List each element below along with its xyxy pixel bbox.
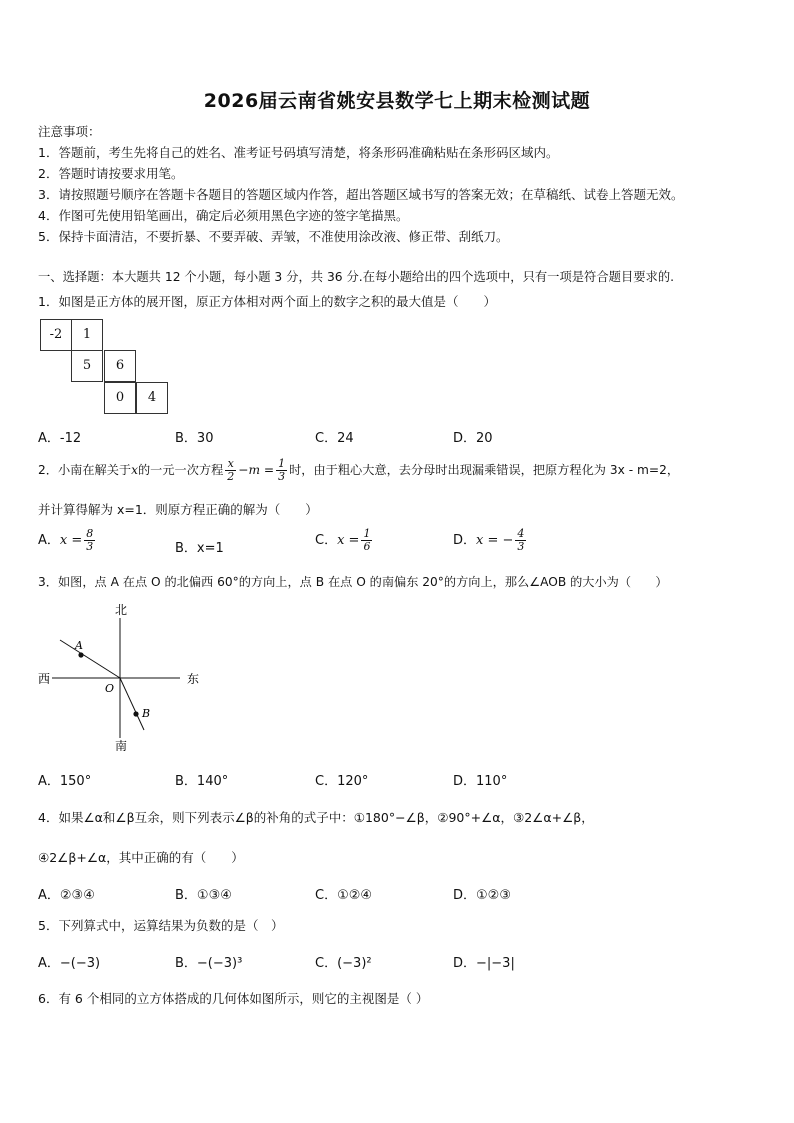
q5-option-c: C．(−3)² <box>315 956 372 971</box>
label-east: 东 <box>187 672 200 686</box>
q2-stem-c: 时，由于粗心大意，去分母时出现漏乘错误，把原方程化为 3x - m=2， <box>289 463 680 477</box>
question-6-stem: 6．有 6 个相同的立方体搭成的几何体如图所示，则它的主视图是（ ） <box>38 991 429 1006</box>
q2-minus-m: −m = <box>238 463 275 477</box>
question-1-stem: 1．如图是正方体的展开图，原正方体相对两个面上的数字之积的最大值是（ ） <box>38 294 496 309</box>
q4-option-a: A．②③④ <box>38 888 95 903</box>
net-cell: 4 <box>136 382 168 414</box>
q2-option-c: C．x = $\frac{1}{6}$ <box>315 527 371 553</box>
point-a <box>78 652 83 657</box>
q1-option-a: A．-12 <box>38 431 82 446</box>
q5-option-d: D．−|−3| <box>453 956 515 971</box>
label-west: 西 <box>38 672 51 686</box>
ray-ob <box>120 678 144 730</box>
q2-fraction: $\frac{1}{3}$ <box>278 457 286 483</box>
q5-option-a: A．−(−3) <box>38 956 101 971</box>
note-item: 2．答题时请按要求用笔。 <box>38 166 184 181</box>
q3-option-d: D．110° <box>453 774 508 789</box>
question-2-stem <box>38 458 679 483</box>
q2-stem-a: 2．小南在解关于 <box>38 463 132 477</box>
label-a: A <box>75 639 83 652</box>
q2-var: x <box>131 463 138 477</box>
label-south: 南 <box>115 739 128 753</box>
q1-option-b: B．30 <box>175 431 214 446</box>
note-item: 3．请按照题号顺序在答题卡各题目的答题区域内作答，超出答题区域书写的答案无效；在草稿纸、试卷上答题无效。 <box>38 187 684 202</box>
q2-fraction: $\frac{x}{2}$ <box>227 457 235 483</box>
question-5-stem: 5．下列算式中，运算结果为负数的是（ ） <box>38 918 284 933</box>
label-north: 北 <box>115 603 128 617</box>
question-2-line2: 并计算得解为 x=1．则原方程正确的解为（ ） <box>38 502 318 517</box>
q4-option-c: C．①②④ <box>315 888 373 903</box>
q1-option-c: C．24 <box>315 431 354 446</box>
note-item: 5．保持卡面清洁，不要折暴、不要弄破、弄皱，不准使用涂改液、修正带、刮纸刀。 <box>38 229 509 244</box>
q2-option-d: D．x = − $\frac{4}{3}$ <box>453 527 525 553</box>
q3-option-b: B．140° <box>175 774 229 789</box>
q5-option-b: B．−(−3)³ <box>175 956 243 971</box>
page-title: 2026届云南省姚安县数学七上期末检测试题 <box>203 90 591 112</box>
question-4-line1: 4．如果∠α和∠β互余，则下列表示∠β的补角的式子中：①180°−∠β，②90°+∠α，③2∠α+∠β， <box>38 810 594 825</box>
label-b: B <box>142 707 151 720</box>
q3-option-a: A．150° <box>38 774 92 789</box>
net-cell: 5 <box>71 350 103 382</box>
section-heading: 一、选择题：本大题共 12 个小题，每小题 3 分，共 36 分.在每小题给出的四个选项中，只有一项是符合题目要求的. <box>38 270 675 284</box>
q2-stem-b: 的一元一次方程 <box>137 463 224 477</box>
question-3-stem: 3．如图，点 A 在点 O 的北偏西 60°的方向上，点 B 在点 O 的南偏东 20°的方向上，那么∠AOB 的大小为（ ） <box>38 575 668 589</box>
notes-heading: 注意事项： <box>38 124 101 139</box>
q2-option-a: A．x = $\frac{8}{3}$ <box>38 527 94 553</box>
net-cell: -2 <box>40 319 72 351</box>
label-o: O <box>105 682 115 695</box>
q4-option-d: D．①②③ <box>453 888 511 903</box>
ray-oa <box>60 640 120 678</box>
net-cell: 0 <box>104 382 136 414</box>
q2-option-b: B．x=1 <box>175 541 224 556</box>
question-4-line2: ④2∠β+∠α，其中正确的有（ ） <box>38 850 244 865</box>
q4-option-b: B．①③④ <box>175 888 232 903</box>
note-item: 4．作图可先使用铅笔画出，确定后必须用黑色字迹的签字笔描黑。 <box>38 208 409 223</box>
q1-option-d: D．20 <box>453 431 493 446</box>
net-cell: 1 <box>71 319 103 351</box>
q3-option-c: C．120° <box>315 774 369 789</box>
net-cell: 6 <box>104 350 136 382</box>
point-b <box>133 711 138 716</box>
compass-diagram <box>30 600 210 755</box>
note-item: 1．答题前，考生先将自己的姓名、准考证号码填写清楚，将条形码准确粘贴在条形码区域内。 <box>38 145 559 160</box>
